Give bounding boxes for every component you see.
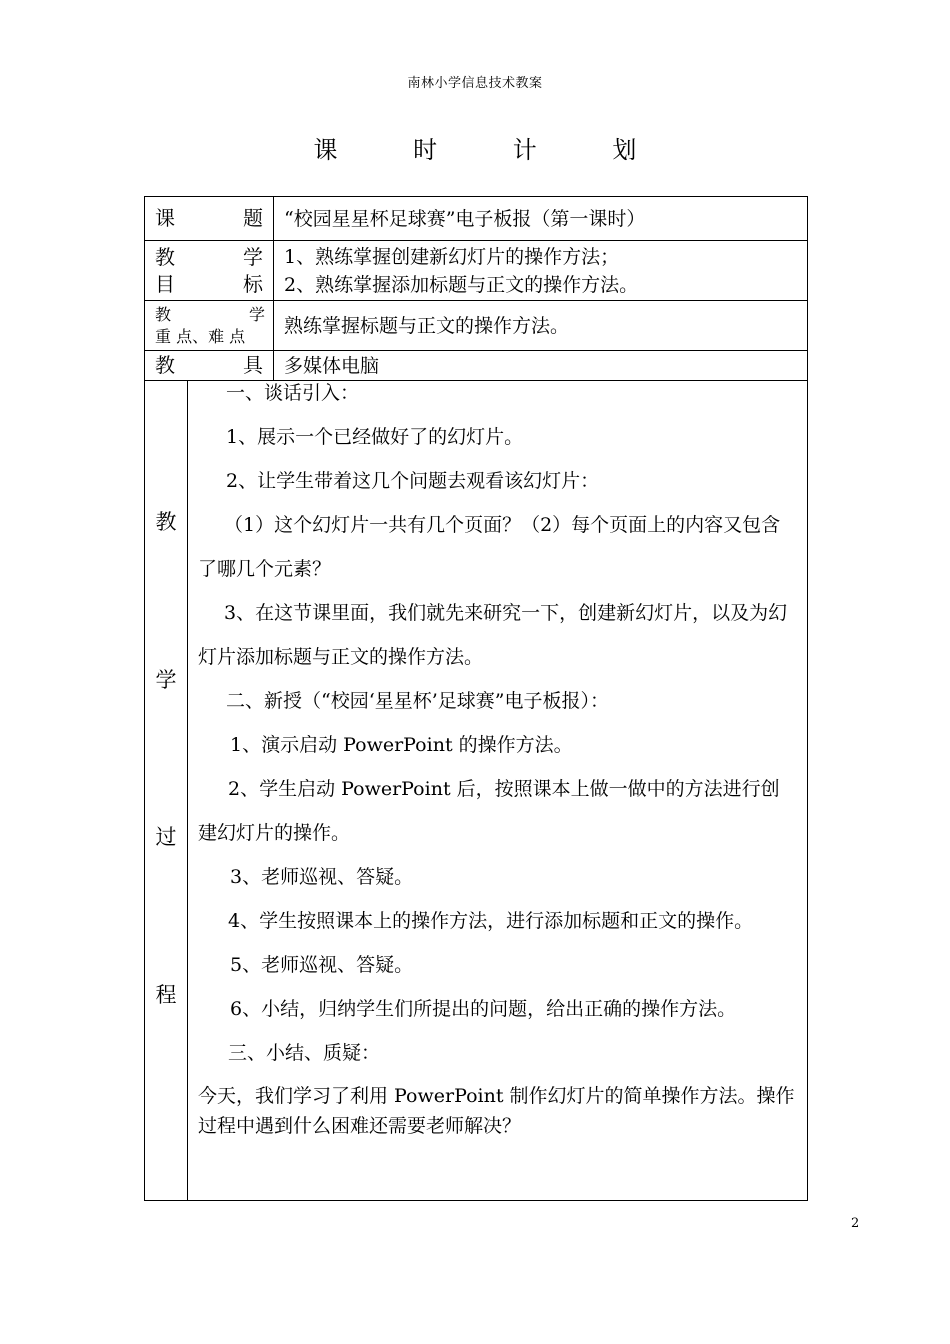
process-paragraph: 3、在这节课里面，我们就先来研究一下，创建新幻灯片，以及为幻灯片添加标题与正文的操作方法。	[198, 602, 788, 668]
key-points-label	[145, 301, 274, 351]
objectives-label-2-right: 标	[243, 271, 263, 296]
page-title: 课 时 计 划	[313, 136, 671, 164]
process-side-label	[145, 381, 188, 1201]
topic-label-right: 题	[243, 206, 263, 230]
process-paragraph: 二、新授（“校园‘星星杯’足球赛”电子板报）：	[226, 690, 610, 712]
tools-label-left: 教	[155, 353, 175, 377]
process-paragraph: 三、小结、质疑：	[228, 1042, 381, 1064]
process-paragraph: 6、小结，归纳学生们所提出的问题，给出正确的操作方法。	[230, 998, 737, 1020]
key-points-label-1-left: 教	[155, 304, 172, 324]
page-number: 2	[851, 1216, 860, 1231]
key-points-label-1-right: 学	[248, 304, 265, 324]
objectives-value	[274, 241, 808, 301]
process-row	[145, 381, 808, 1201]
objective-item: 1、熟练掌握创建新幻灯片的操作方法；	[284, 245, 620, 268]
process-paragraph: 1、演示启动 PowerPoint 的操作方法。	[230, 734, 573, 756]
key-points-label-2: 重 点、难 点	[155, 326, 246, 346]
tools-value: 多媒体电脑	[274, 351, 808, 381]
process-content	[188, 381, 808, 1201]
side-char: 程	[155, 983, 177, 1007]
process-paragraph: 今天，我们学习了利用 PowerPoint 制作幻灯片的简单操作方法。操作过程中遇到什么困难还需要老师解决？	[198, 1085, 795, 1137]
process-paragraph: 3、老师巡视、答疑。	[230, 866, 414, 888]
topic-value: “校园星星杯足球赛”电子板报（第一课时）	[274, 197, 808, 241]
tools-label-right: 具	[243, 353, 263, 377]
side-char: 学	[155, 668, 177, 692]
process-paragraph: 4、学生按照课本上的操作方法，进行添加标题和正文的操作。	[228, 910, 754, 932]
process-paragraph: 5、老师巡视、答疑。	[230, 954, 414, 976]
objectives-row	[145, 241, 808, 301]
process-paragraph: 一、谈话引入：	[226, 382, 360, 404]
topic-label-left: 课	[155, 206, 175, 230]
objective-item: 2、熟练掌握添加标题与正文的操作方法。	[284, 273, 639, 296]
objectives-label-1-left: 教	[155, 244, 175, 269]
key-points-row	[145, 301, 808, 351]
process-paragraph: （1）这个幻灯片一共有几个页面？（2）每个页面上的内容又包含了哪几个元素？	[198, 514, 781, 580]
side-char: 教	[155, 510, 177, 534]
topic-row	[145, 197, 808, 241]
objectives-label-1-right: 学	[243, 244, 263, 269]
objectives-label-2-left: 目	[155, 271, 175, 296]
side-char: 过	[155, 825, 177, 849]
process-paragraph: 2、学生启动 PowerPoint 后，按照课本上做一做中的方法进行创建幻灯片的操作。	[198, 778, 780, 844]
topic-label	[145, 197, 274, 241]
document-header: 南林小学信息技术教案	[407, 76, 543, 91]
process-paragraph: 1、展示一个已经做好了的幻灯片。	[226, 426, 524, 448]
key-points-value: 熟练掌握标题与正文的操作方法。	[274, 301, 808, 351]
objectives-label	[145, 241, 274, 301]
lesson-plan-table	[144, 196, 808, 1201]
process-paragraph: 2、让学生带着这几个问题去观看该幻灯片：	[226, 470, 600, 492]
